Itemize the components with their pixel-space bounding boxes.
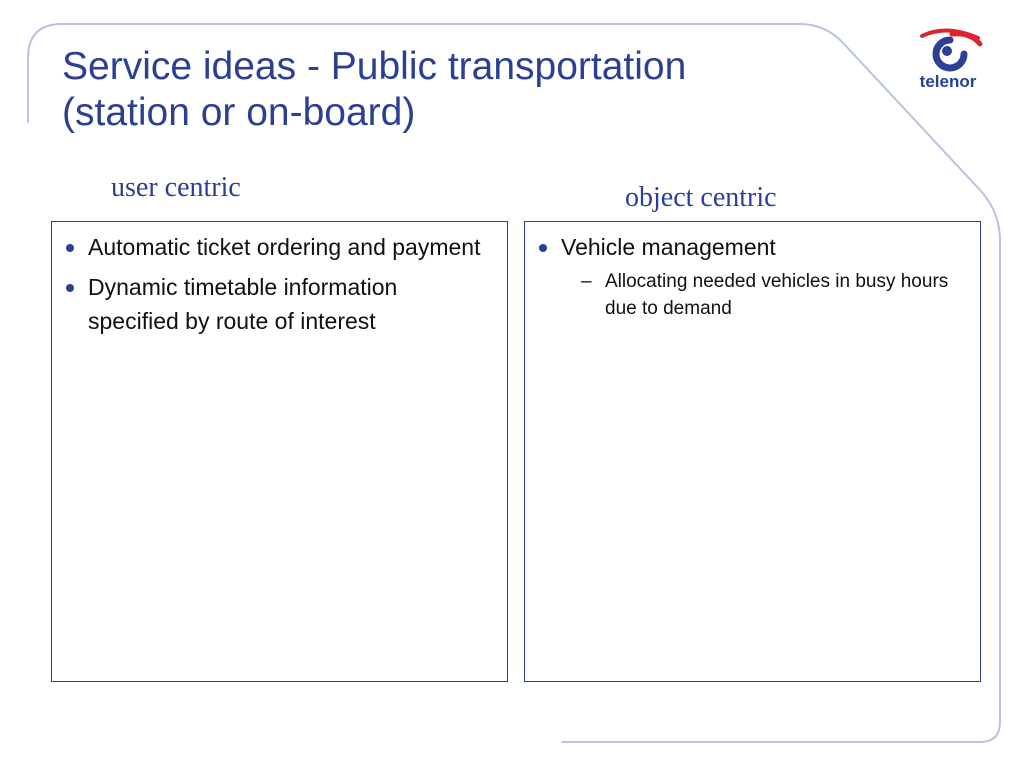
telenor-logo <box>908 26 988 96</box>
telenor-globe-icon <box>908 26 988 72</box>
slide-title-line-1: Service ideas - Public transportation <box>62 45 687 88</box>
bullet-item <box>64 230 493 264</box>
bullet-dot-icon <box>539 244 547 252</box>
user-centric-panel <box>51 221 508 682</box>
sub-bullet-item <box>561 268 966 322</box>
object-centric-panel <box>524 221 981 682</box>
object-centric-heading: object centric <box>625 182 777 213</box>
sub-bullet-list <box>561 268 966 322</box>
user-centric-bullet-list <box>52 222 507 338</box>
bullet-text: Automatic ticket ordering and payment <box>88 234 481 260</box>
object-centric-bullet-list <box>525 222 980 322</box>
slide-title <box>62 44 842 136</box>
user-centric-heading: user centric <box>111 172 241 203</box>
bullet-text: Dynamic timetable information specified by route of interest <box>88 274 398 334</box>
logo-wordmark: telenor <box>919 72 977 91</box>
dash-bullet-icon: – <box>581 271 592 292</box>
bullet-dot-icon <box>66 244 74 252</box>
bullet-item <box>537 230 966 322</box>
bullet-item <box>64 270 493 338</box>
sub-bullet-text: Allocating needed vehicles in busy hours due to demand <box>605 271 949 319</box>
bullet-dot-icon <box>66 284 74 292</box>
slide-title-line-2: (station or on-board) <box>62 91 416 134</box>
bullet-text: Vehicle management <box>561 234 776 260</box>
